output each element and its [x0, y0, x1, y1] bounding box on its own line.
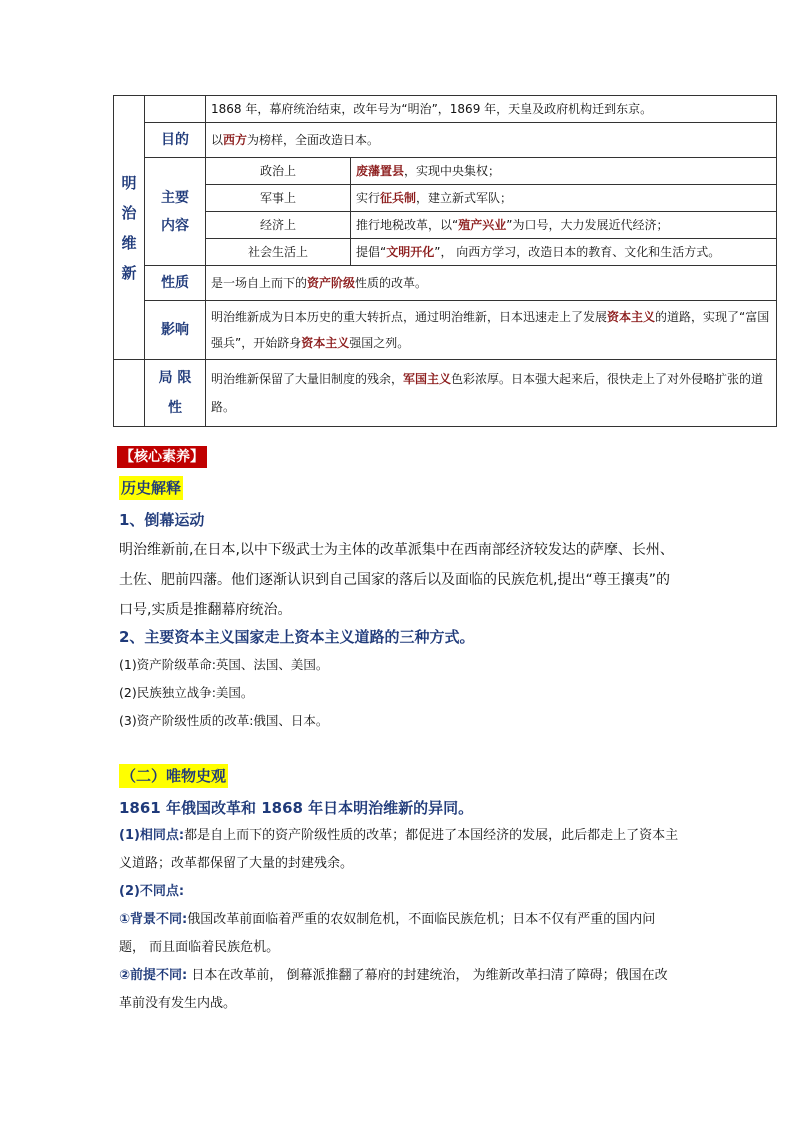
section-text-1: 明治维新前,在日本,以中下级武士为主体的改革派集中在西南部经济较发达的萨摩、长州、土佐、肥前四藩。他们逐渐认识到自己国家的落后以及面临的民族危机,提出“尊王攘夷”的口号,实质是推翻幕府统治。: [119, 542, 674, 618]
section-title-1: 1、倒幕运动: [119, 511, 205, 529]
main-sub-label: 经济上: [206, 212, 351, 239]
main-content-cell: 提倡“文明开化”， 向西方学习，改造日本的教育、文化和生活方式。: [351, 239, 777, 266]
list-item: (1)资产阶级革命:英国、法国、美国。: [119, 657, 329, 672]
premise-diff: ②前提不同: 日本在改革前， 倒幕派推翻了幕府的封建统治， 为维新改革扫清了障碍；俄国在改革前没有发生内战。: [119, 968, 668, 1011]
side-char: 治: [121, 203, 137, 222]
main-sub-label: 社会生活上: [206, 239, 351, 266]
limit-cell: 明治维新保留了大量旧制度的残余，军国主义色彩浓厚。日本强大起来后，很快走上了对外侵略扩张的道路。: [206, 360, 777, 427]
purpose-label: 目的: [145, 123, 206, 158]
main-sub-label: 政治上: [206, 158, 351, 185]
nature-cell: 是一场自上而下的资产阶级性质的改革。: [206, 266, 777, 301]
section-title-3: 1861 年俄国改革和 1868 年日本明治维新的异同。: [119, 799, 474, 817]
main-content-cell: 实行征兵制，建立新式军队；: [351, 185, 777, 212]
diff-lead: (2)不同点:: [119, 884, 185, 899]
list-item: (2)民族独立战争:美国。: [119, 685, 254, 700]
main-content-cell: 废藩置县，实现中央集权；: [351, 158, 777, 185]
main-content-label: 主要内容: [145, 158, 206, 266]
nature-label: 性质: [145, 266, 206, 301]
side-label-meiji: [114, 96, 145, 360]
same-points: (1)相同点:都是自上而下的资产阶级性质的改革；都促进了本国经济的发展，此后都走上了资本主义道路；改革都保留了大量的封建残余。: [119, 828, 679, 871]
purpose-cell: 以西方为榜样，全面改造日本。: [206, 123, 777, 158]
background-diff: ①背景不同:俄国改革前面临着严重的农奴制危机，不面临民族危机；日本不仅有严重的国内问题， 而且面临着民族危机。: [119, 912, 656, 955]
meiji-restoration-table: [113, 95, 777, 427]
side-char: 明: [121, 173, 137, 192]
impact-label: 影响: [145, 301, 206, 360]
background-cell: 1868 年，幕府统治结束，改年号为“明治”，1869 年，天皇及政府机构迁到东京。: [206, 96, 777, 123]
history-explanation-tag: 历史解释: [119, 476, 183, 500]
materialism-tag: （二）唯物史观: [119, 764, 228, 788]
side-char: 维: [121, 233, 137, 252]
main-sub-label: 军事上: [206, 185, 351, 212]
impact-cell: 明治维新成为日本历史的重大转折点，通过明治维新，日本迅速走上了发展资本主义的道路，实现了“富国强兵”，开始跻身资本主义强国之列。: [206, 301, 777, 360]
empty-label-cell: [145, 96, 206, 123]
core-literacy-tag: 【核心素养】: [117, 446, 207, 468]
main-content-cell: 推行地税改革，以“殖产兴业”为口号，大力发展近代经济；: [351, 212, 777, 239]
section-title-2: 2、主要资本主义国家走上资本主义道路的三种方式。: [119, 628, 475, 646]
side-char: 新: [121, 263, 137, 282]
limit-label: 局 限性: [145, 360, 206, 427]
list-item: (3)资产阶级性质的改革:俄国、日本。: [119, 713, 329, 728]
